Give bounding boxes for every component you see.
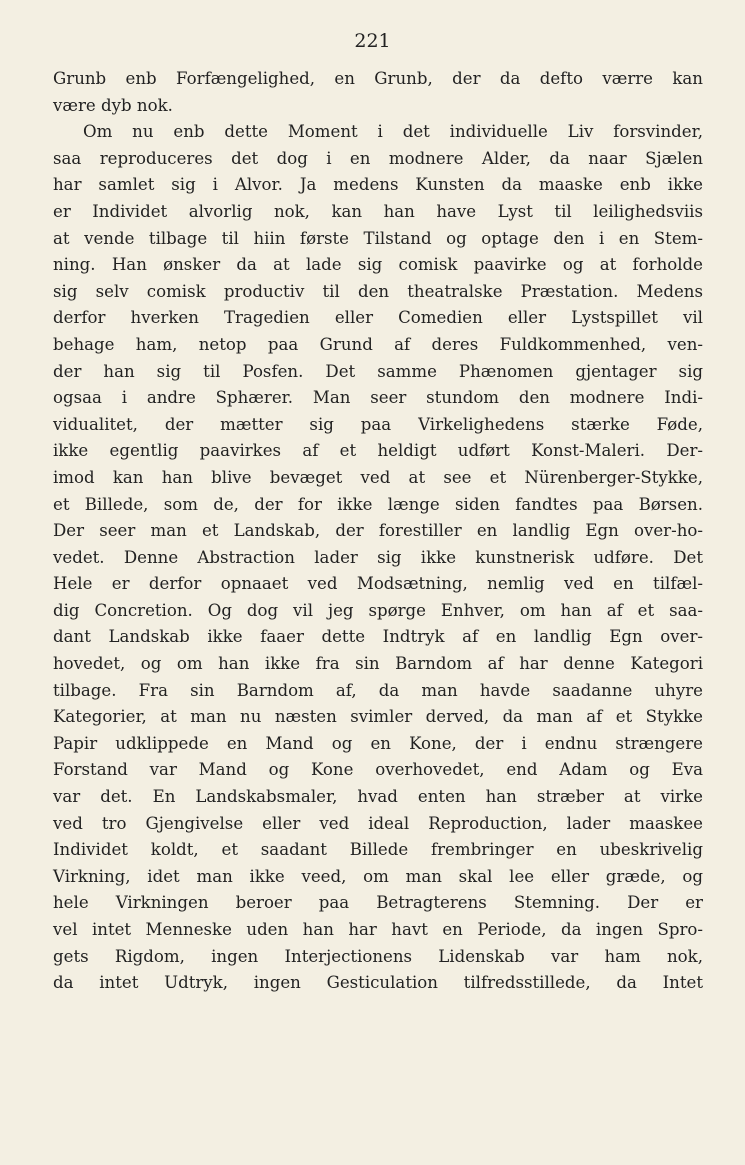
text-line: Hele er derfor opnaaet ved Modsætning, nemlig ved en tilfæl- — [53, 574, 703, 594]
text-line: vidualitet, der mætter sig paa Virkelighedens stærke Føde, — [53, 414, 703, 434]
text-line: sig selv comisk productiv til den theatralske Præstation. Medens — [53, 281, 703, 301]
text-line: ogsaa i andre Sphærer. Man seer stundom den modnere Indi- — [53, 388, 703, 408]
text-line: ved tro Gjengivelse eller ved ideal Reproduction, lader maaskee — [53, 813, 703, 833]
text-line: da intet Udtryk, ingen Gesticulation tilfredsstillede, da Intet — [53, 973, 703, 993]
text-line: saa reproduceres det dog i en modnere Alder, da naar Sjælen — [53, 148, 703, 168]
text-line: ikke egentlig paavirkes af et heldigt udført Konst-Maleri. Der- — [53, 441, 703, 461]
body-text — [53, 66, 703, 997]
text-line: være dyb nok. — [53, 95, 173, 115]
text-line: behage ham, netop paa Grund af deres Fuldkommenhed, ven- — [53, 334, 703, 354]
text-line: var det. En Landskabsmaler, hvad enten han stræber at virke — [53, 787, 703, 807]
text-line: hovedet, og om han ikke fra sin Barndom af har denne Kategori — [53, 654, 703, 674]
text-line: dig Concretion. Og dog vil jeg spørge Enhver, om han af et saa- — [53, 600, 703, 620]
text-line: Individet koldt, et saadant Billede frembringer en ubeskrivelig — [53, 840, 703, 860]
text-line: Der seer man et Landskab, der forestiller en landlig Egn over-ho- — [53, 521, 703, 541]
text-line: et Billede, som de, der for ikke længe siden fandtes paa Børsen. — [53, 494, 703, 514]
text-line: at vende tilbage til hiin første Tilstand og optage den i en Stem- — [53, 228, 703, 248]
text-line: Kategorier, at man nu næsten svimler derved, da man af et Stykke — [53, 707, 703, 727]
text-line: Forstand var Mand og Kone overhovedet, end Adam og Eva — [53, 760, 703, 780]
text-line: dant Landskab ikke faaer dette Indtryk af en landlig Egn over- — [53, 627, 703, 647]
text-line: derfor hverken Tragedien eller Comedien eller Lystspillet vil — [53, 308, 703, 328]
text-line: imod kan han blive bevæget ved at see et Nürenberger-Stykke, — [53, 467, 703, 487]
text-line: ning. Han ønsker da at lade sig comisk paavirke og at forholde — [53, 255, 703, 275]
text-line: Om nu enb dette Moment i det individuelle Liv forsvinder, — [83, 122, 703, 142]
text-line: hele Virkningen beroer paa Betragterens Stemning. Der er — [53, 893, 703, 913]
text-line: der han sig til Posfen. Det samme Phænomen gjentager sig — [53, 361, 703, 381]
text-line: har samlet sig i Alvor. Ja medens Kunsten da maaske enb ikke — [53, 175, 703, 195]
text-line: Virkning, idet man ikke veed, om man skal lee eller græde, og — [53, 866, 703, 886]
page-number: 221 — [354, 30, 391, 52]
text-line: er Individet alvorlig nok, kan han have Lyst til leilighedsviis — [53, 201, 703, 221]
text-line: vedet. Denne Abstraction lader sig ikke kunstnerisk udføre. Det — [53, 547, 703, 567]
text-line: gets Rigdom, ingen Interjectionens Lidenskab var ham nok, — [53, 946, 703, 966]
text-line: Papir udklippede en Mand og en Kone, der i endnu strængere — [53, 733, 703, 753]
text-line: Grunb enb Forfængelighed, en Grunb, der da defto værre kan — [53, 69, 703, 88]
text-line: vel intet Menneske uden han har havt en Periode, da ingen Spro- — [53, 920, 703, 939]
text-line: tilbage. Fra sin Barndom af, da man havde saadanne uhyre — [53, 680, 703, 700]
